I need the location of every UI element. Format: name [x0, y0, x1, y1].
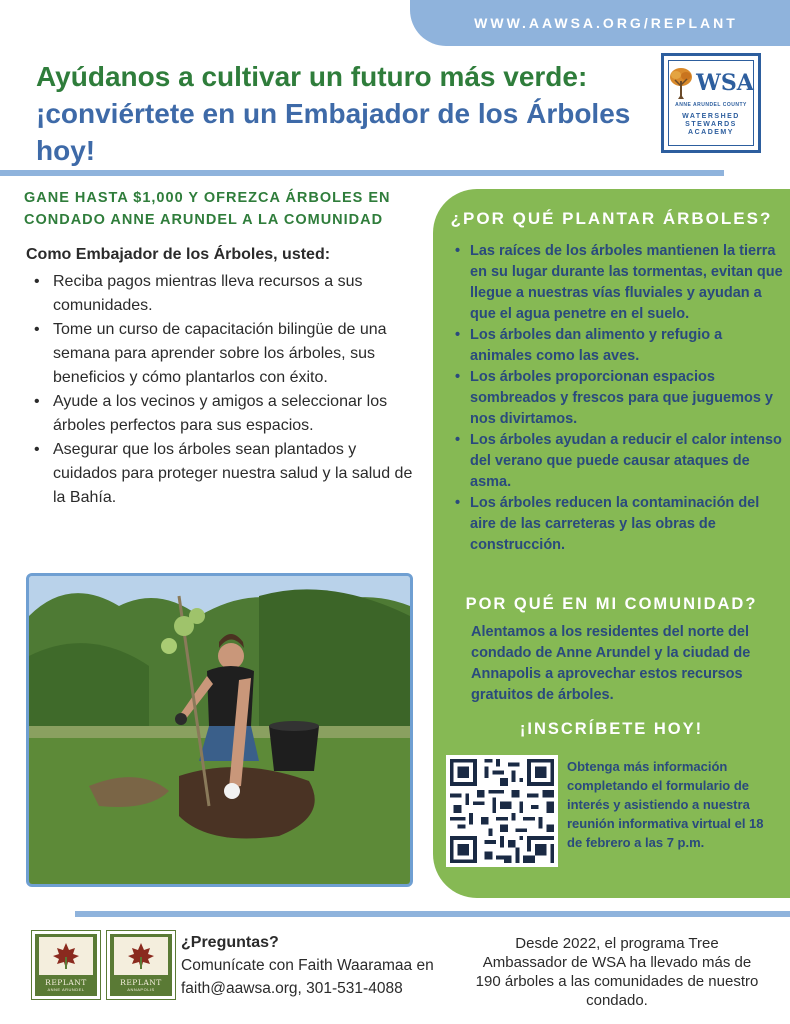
ambassador-title: Como Embajador de los Árboles, usted:	[26, 246, 331, 263]
qr-code[interactable]	[446, 755, 558, 867]
wsa-logo	[661, 53, 761, 153]
headline-green: Ayúdanos a cultivar un futuro más verde:	[36, 61, 588, 92]
wsa-academy-name: WATERSHED STEWARDS ACADEMY	[682, 113, 740, 136]
contact-line: Comunícate con Faith Waaramaa en	[181, 957, 434, 974]
divider-top	[0, 170, 724, 176]
list-item: • Los árboles proporcionan espacios sombreados y frescos para que juguemos y nos divirtamos.	[453, 367, 783, 430]
divider-bottom	[75, 911, 790, 917]
community-text: Alentamos a los residentes del norte del condado de Anne Arundel y la ciudad de Annapolis a aprovechar estos recursos gratuitos de árboles.	[471, 624, 751, 703]
headline-blue: ¡conviértete en un Embajador de los Árboles hoy!	[36, 98, 631, 166]
list-item: • Asegurar que los árboles sean plantados y cuidados para proteger nuestra salud y la salud de la Bahía.	[26, 438, 416, 510]
list-item: • Los árboles dan alimento y refugio a animales como las aves.	[453, 325, 783, 367]
replant-word: REPLANT	[45, 978, 87, 987]
replant-word: REPLANT	[120, 978, 162, 987]
earn-subhead: GANE HASTA $1,000 Y OFREZCA ÁRBOLES EN CONDADO ANNE ARUNDEL A LA COMUNIDAD	[24, 190, 391, 228]
headline	[36, 58, 656, 169]
why-trees-title: ¿POR QUÉ PLANTAR ÁRBOLES?	[450, 209, 773, 228]
info-panel	[433, 189, 790, 898]
contact-block	[181, 931, 461, 1000]
signup-text: Obtenga más información completando el formulario de interés y asistiendo a nuestra reunión informativa virtual el 18 de febrero a las 7 p.m.	[567, 759, 764, 850]
maple-leaf-icon	[126, 941, 156, 971]
replant-place: ANNE ARUNDEL	[47, 987, 85, 992]
signup-title: ¡INSCRÍBETE HOY!	[519, 720, 704, 738]
list-item: • Reciba pagos mientras lleva recursos a sus comunidades.	[26, 270, 416, 318]
list-item: • Los árboles reducen la contaminación del aire de las carreteras y las obras de construcción.	[453, 493, 783, 556]
list-item: • Los árboles ayudan a reducir el calor intenso del verano que puede causar ataques de asma.	[453, 430, 783, 493]
program-stat: Desde 2022, el programa Tree Ambassador de WSA ha llevado más de 190 árboles a las comunidades de nuestro condado.	[475, 935, 759, 1009]
why-trees-list	[453, 241, 783, 556]
ambassador-section	[26, 246, 416, 510]
maple-leaf-icon	[51, 941, 81, 971]
list-item: • Ayude a los vecinos y amigos a seleccionar los árboles perfectos para sus espacios.	[26, 390, 416, 438]
replant-place: ANNAPOLIS	[127, 987, 155, 992]
community-title: POR QUÉ EN MI COMUNIDAD?	[465, 595, 758, 613]
wsa-county: ANNE ARUNDEL COUNTY	[675, 102, 747, 108]
questions-heading: ¿Preguntas?	[181, 934, 279, 951]
replant-annapolis-logo	[107, 931, 175, 999]
ambassador-list	[26, 270, 416, 510]
contact-email-phone[interactable]: faith@aawsa.org, 301-531-4088	[181, 980, 403, 997]
replant-anne-arundel-logo	[32, 931, 100, 999]
tree-icon	[668, 66, 694, 100]
photo-illustration	[29, 576, 410, 884]
qr-code-icon	[446, 755, 558, 867]
wsa-letters: WSA	[696, 70, 754, 96]
website-url[interactable]: WWW.AAWSA.ORG/REPLANT	[410, 0, 790, 46]
list-item: • Tome un curso de capacitación bilingüe de una semana para aprender sobre los árboles, sus beneficios y cómo plantarlos con éxito.	[26, 318, 416, 390]
planting-photo	[26, 573, 413, 887]
list-item: • Las raíces de los árboles mantienen la tierra en su lugar durante las tormentas, evitan que llegue a nuestras vías fluviales y ayudan a que el agua penetre en el suelo.	[453, 241, 783, 325]
